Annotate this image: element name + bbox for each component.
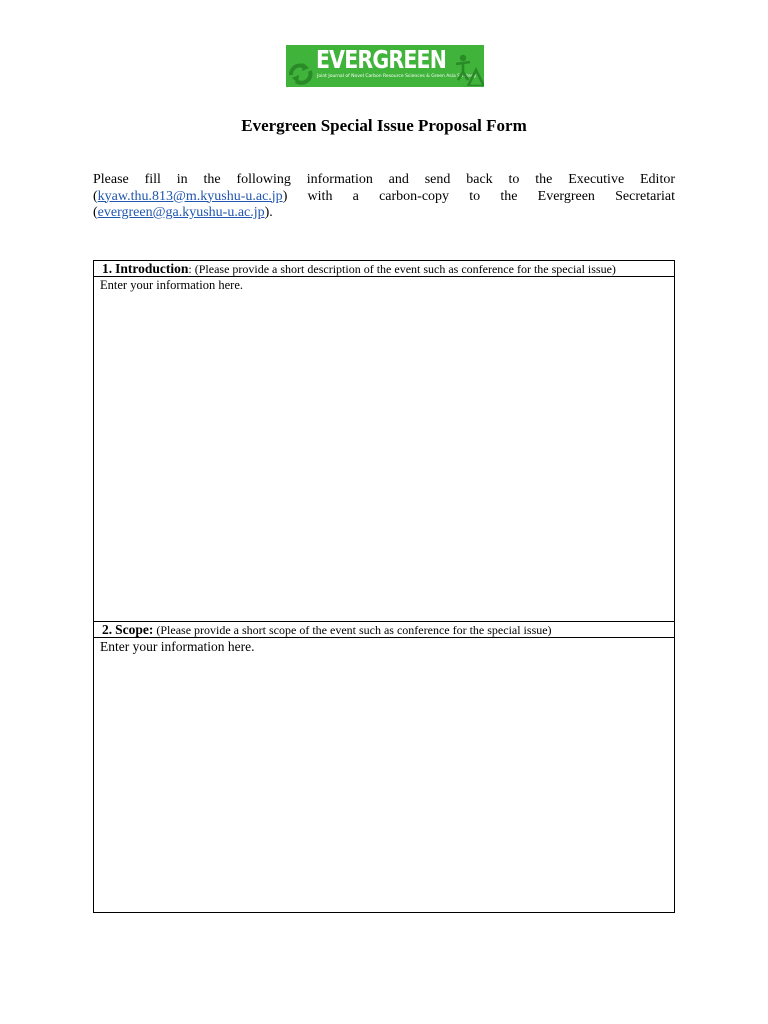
- logo-wordmark: EVERGREEN: [316, 45, 447, 74]
- section-number: 2.: [102, 622, 113, 637]
- paren-open: (: [93, 205, 98, 220]
- page-title: Evergreen Special Issue Proposal Form: [241, 116, 527, 135]
- introduction-section: [93, 260, 675, 622]
- paren-open: (: [93, 188, 98, 204]
- instructions-paragraph: [93, 172, 675, 222]
- recycle-arrows-icon: [288, 61, 314, 85]
- instructions-line-2: [93, 189, 675, 206]
- logo-tagline: Joint Journal of Novel Carbon Resource Sciences & Green Asia Strategy: [317, 74, 477, 79]
- instructions-line-1: Please fill in the following information and send back to the Executive Editor: [93, 172, 675, 187]
- section-hint: (Please provide a short scope of the event such as conference for the special issue): [153, 623, 552, 637]
- section-number: 1.: [102, 261, 113, 276]
- instructions-line-3: [93, 205, 675, 222]
- scope-header: [94, 622, 674, 638]
- editor-email-link[interactable]: kyaw.thu.813@m.kyushu-u.ac.jp: [97, 188, 283, 204]
- scope-section: [93, 621, 675, 913]
- secretariat-email-link[interactable]: evergreen@ga.kyushu-u.ac.jp: [97, 205, 265, 220]
- section-heading: Scope:: [115, 622, 154, 637]
- paren-close: ).: [264, 205, 273, 220]
- section-heading: Introduction: [115, 261, 189, 276]
- section-separator: :: [188, 262, 192, 276]
- person-triangle-icon: [454, 52, 484, 86]
- introduction-header: [94, 261, 674, 277]
- introduction-field[interactable]: Enter your information here.: [100, 278, 244, 292]
- section-hint: (Please provide a short description of the event such as conference for the special issue): [191, 262, 616, 276]
- instructions-line-2-rest: ) with a carbon-copy to the Evergreen Secretariat: [282, 188, 675, 204]
- scope-field[interactable]: Enter your information here.: [100, 639, 255, 654]
